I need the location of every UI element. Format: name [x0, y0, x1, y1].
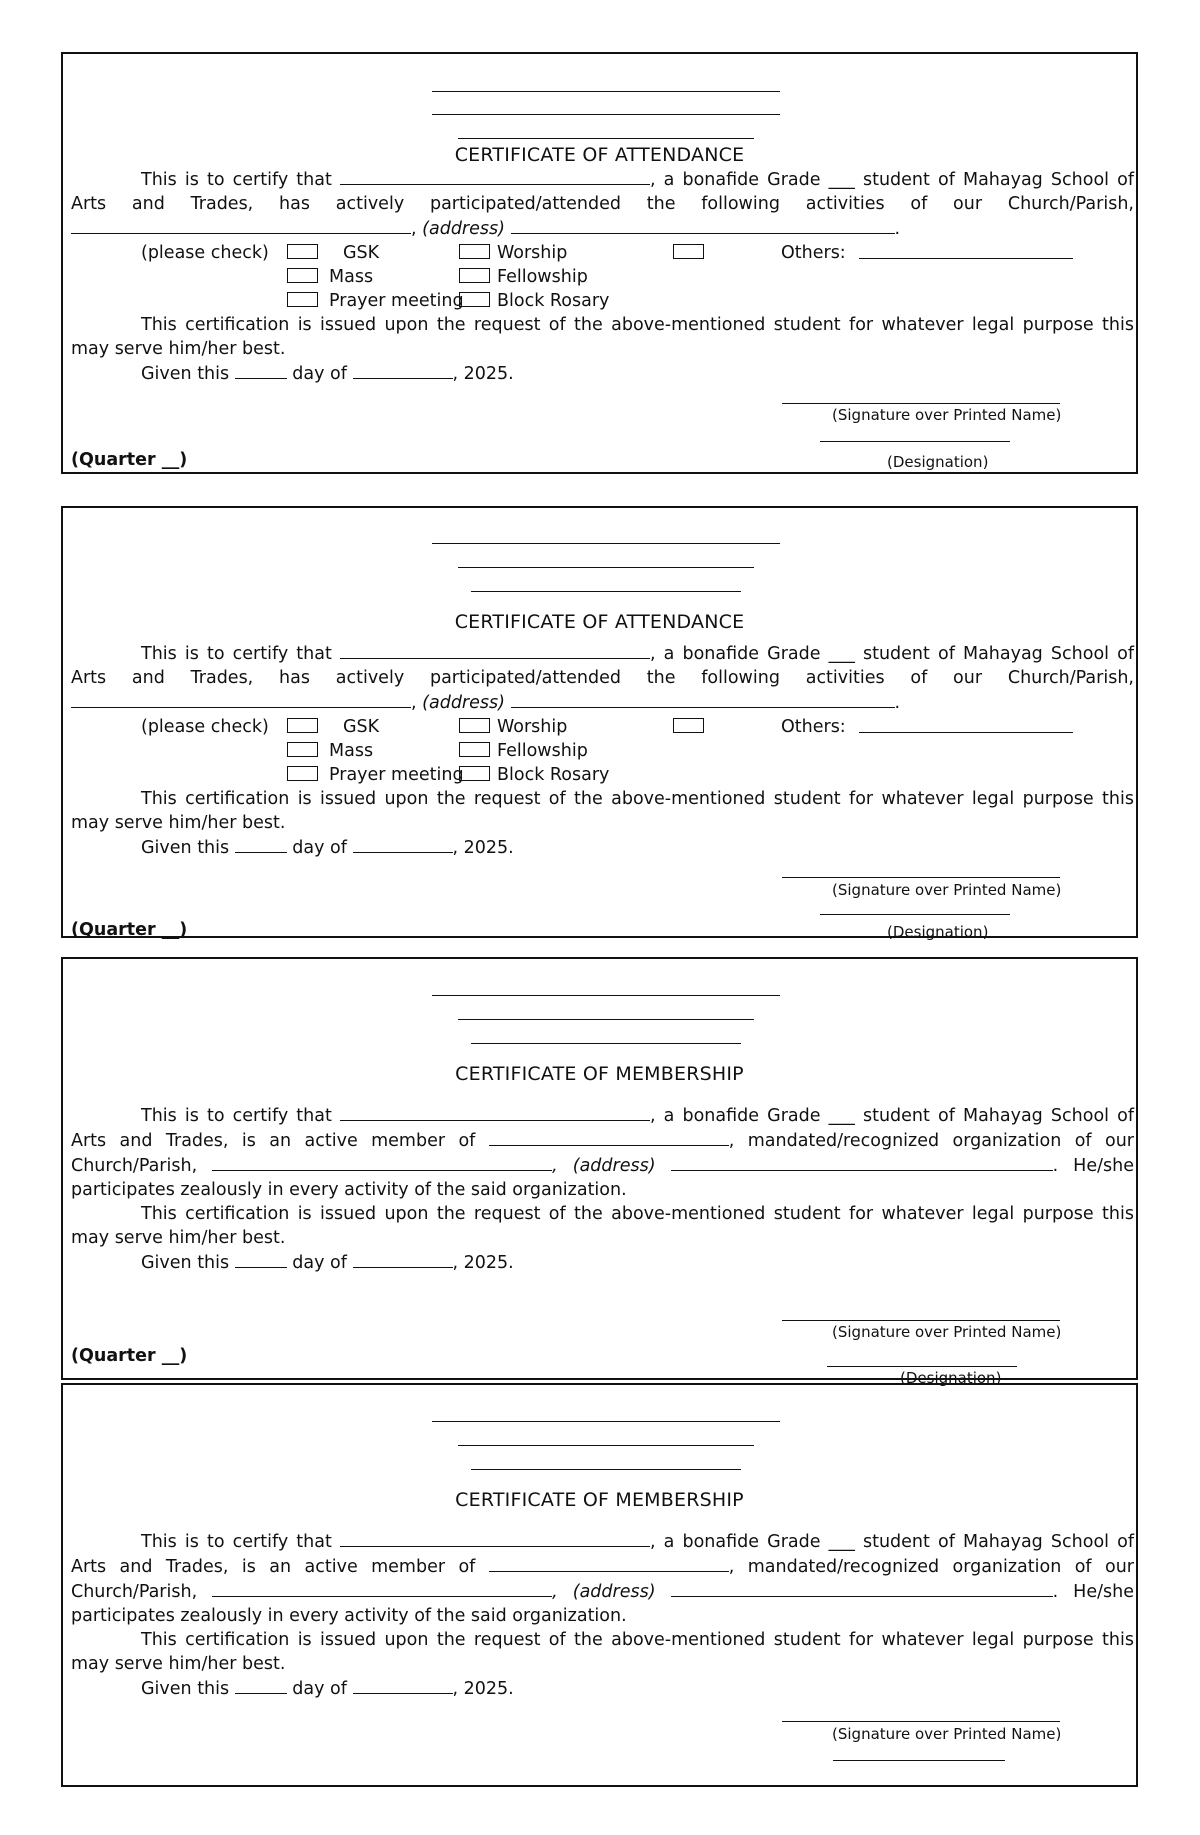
others-field[interactable] [859, 715, 1073, 733]
designation-line[interactable] [820, 441, 1010, 442]
certificate-membership-2: CERTIFICATE OF MEMBERSHIP This is to certify that , a bonafide Grade ___ student of Mahayag School of Arts and Trades, is an active member of , mandated/recognized organization of our Church/Parish, , (address) . He/she participates zealously in every activity of the said organization. This certification is issued upon the request of the above-mentioned student for whatever legal purpose this may serve him/her best. Given this day of , 2025. (Signature over Printed Name) [61, 1383, 1138, 1787]
worship-checkbox[interactable] [459, 244, 490, 259]
church-name-field[interactable] [212, 1579, 552, 1597]
student-name-field[interactable] [340, 1529, 650, 1547]
student-name-field[interactable] [340, 1103, 650, 1121]
quarter-label: (Quarter __) [71, 920, 188, 940]
certificate-title: CERTIFICATE OF MEMBERSHIP [455, 1063, 744, 1085]
day-field[interactable] [235, 361, 287, 379]
certificate-title: CERTIFICATE OF MEMBERSHIP [455, 1489, 744, 1511]
month-field[interactable] [353, 835, 453, 853]
activities-intro: Arts and Trades, has actively participated/attended the following activities of our Church/Parish, [71, 668, 1134, 688]
gsk-checkbox[interactable] [287, 718, 318, 733]
header-line [432, 995, 780, 996]
certificate-attendance-1: CERTIFICATE OF ATTENDANCE This is to certify that , a bonafide Grade ___ student of Mahayag School of Arts and Trades, has actively participated/attended the following activities of our Church/Parish, , (address) . (please check) GSK Worship Others: Mass Fellowship Prayer meeting Block Rosary This certification is issued upon the request of the above-mentioned student for whatever legal purpose this may serve him/her best. Given this day of , 2025. (Signature over Printed Name) (Designation) (Quarter __) [61, 52, 1138, 474]
header-line [458, 138, 754, 139]
church-name-field[interactable] [212, 1153, 552, 1171]
header-line [458, 1019, 754, 1020]
prayer-meeting-checkbox[interactable] [287, 292, 318, 307]
church-name-field[interactable] [71, 216, 411, 234]
certificate-title: CERTIFICATE OF ATTENDANCE [454, 144, 745, 166]
header-line [458, 1445, 754, 1446]
organization-field[interactable] [489, 1128, 729, 1146]
day-field[interactable] [235, 835, 287, 853]
student-name-field[interactable] [340, 167, 650, 185]
others-checkbox[interactable] [673, 244, 704, 259]
fellowship-checkbox[interactable] [459, 268, 490, 283]
day-field[interactable] [235, 1250, 287, 1268]
header-line [432, 91, 780, 92]
designation-line[interactable] [833, 1760, 1005, 1761]
header-line [432, 543, 780, 544]
address-field[interactable] [511, 690, 895, 708]
prayer-meeting-checkbox[interactable] [287, 766, 318, 781]
address-field[interactable] [671, 1153, 1053, 1171]
fellowship-checkbox[interactable] [459, 742, 490, 757]
certificate-title: CERTIFICATE OF ATTENDANCE [454, 611, 745, 633]
church-name-field[interactable] [71, 690, 411, 708]
header-line [432, 114, 780, 115]
header-line [471, 591, 741, 592]
header-line [432, 1421, 780, 1422]
month-field[interactable] [353, 1676, 453, 1694]
quarter-label: (Quarter __) [71, 1346, 188, 1366]
header-line [471, 1043, 741, 1044]
certificate-attendance-2: CERTIFICATE OF ATTENDANCE This is to certify that , a bonafide Grade ___ student of Mahayag School of Arts and Trades, has actively participated/attended the following activities of our Church/Parish, , (address) . (please check) GSK Worship Others: Mass Fellowship Prayer meeting Block Rosary This certification is issued upon the request of the above-mentioned student for whatever legal purpose this may serve him/her best. Given this day of , 2025. (Signature over Printed Name) (Designation) (Quarter __) [61, 506, 1138, 938]
header-line [458, 567, 754, 568]
block-rosary-checkbox[interactable] [459, 766, 490, 781]
others-field[interactable] [859, 241, 1073, 259]
mass-checkbox[interactable] [287, 268, 318, 283]
activities-intro: Arts and Trades, has actively participated/attended the following activities of our Church/Parish, [71, 194, 1134, 214]
address-field[interactable] [511, 216, 895, 234]
header-line [471, 1469, 741, 1470]
student-name-field[interactable] [340, 641, 650, 659]
block-rosary-checkbox[interactable] [459, 292, 490, 307]
address-field[interactable] [671, 1579, 1053, 1597]
others-checkbox[interactable] [673, 718, 704, 733]
worship-checkbox[interactable] [459, 718, 490, 733]
day-field[interactable] [235, 1676, 287, 1694]
month-field[interactable] [353, 1250, 453, 1268]
quarter-label: (Quarter __) [71, 450, 188, 470]
month-field[interactable] [353, 361, 453, 379]
designation-line[interactable] [820, 914, 1010, 915]
organization-field[interactable] [489, 1554, 729, 1572]
gsk-checkbox[interactable] [287, 244, 318, 259]
certificate-membership-1: CERTIFICATE OF MEMBERSHIP This is to certify that , a bonafide Grade ___ student of Mahayag School of Arts and Trades, is an active member of , mandated/recognized organization of our Church/Parish, , (address) . He/she participates zealously in every activity of the said organization. This certification is issued upon the request of the above-mentioned student for whatever legal purpose this may serve him/her best. Given this day of , 2025. (Signature over Printed Name) (Designation) (Quarter __) [61, 957, 1138, 1380]
mass-checkbox[interactable] [287, 742, 318, 757]
